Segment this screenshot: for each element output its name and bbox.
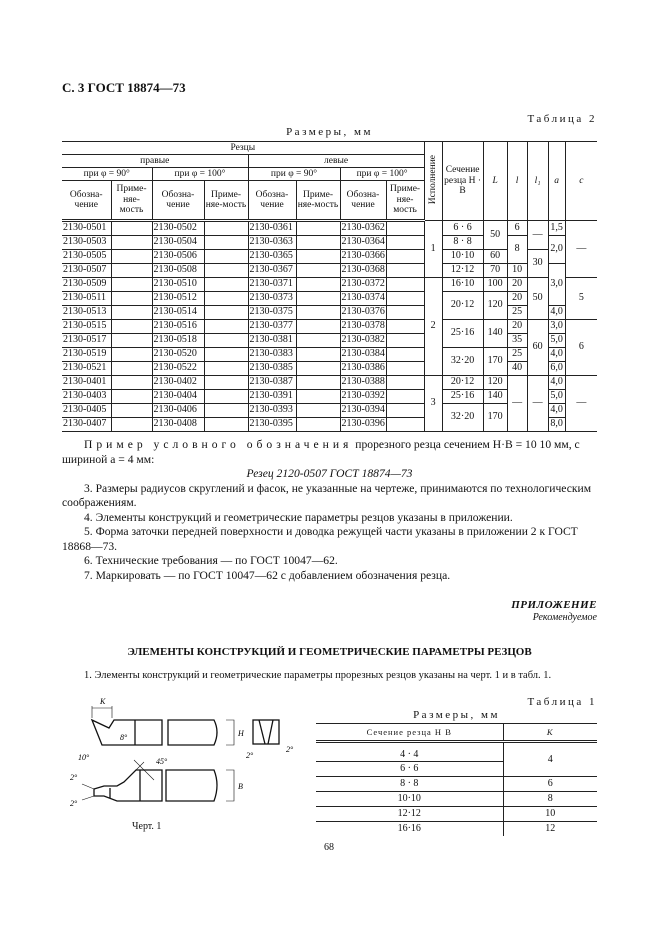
a-cell: 5,0 — [548, 390, 565, 404]
designation-cell: 2130-0374 — [340, 292, 386, 306]
designation-cell: 2130-0404 — [152, 390, 204, 404]
applicability-cell — [386, 404, 424, 418]
designation-cell: 2130-0391 — [248, 390, 296, 404]
header-a: a — [548, 142, 565, 221]
applicability-cell — [296, 376, 340, 390]
applicability-cell — [204, 348, 248, 362]
k-cell: 10 — [503, 807, 597, 822]
applicability-cell — [111, 404, 152, 418]
applicability-cell — [296, 306, 340, 320]
applicability-cell — [204, 390, 248, 404]
sec-cell: 32·20 — [442, 348, 483, 376]
table-row — [62, 236, 597, 250]
k-cell: 6 — [503, 777, 597, 792]
applicability-cell — [204, 292, 248, 306]
designation-cell: 2130-0509 — [62, 278, 111, 292]
designation-cell: 2130-0376 — [340, 306, 386, 320]
c-cell: — — [565, 376, 597, 432]
applicability-cell — [386, 376, 424, 390]
applicability-cell — [204, 376, 248, 390]
page-header: С. 3 ГОСТ 18874—73 — [62, 80, 186, 95]
designation-cell: 2130-0368 — [340, 264, 386, 278]
applicability-cell — [204, 362, 248, 376]
sec-cell: 10·10 — [442, 250, 483, 264]
table-row — [62, 376, 597, 390]
applicability-cell — [296, 390, 340, 404]
sec-cell: 12·12 — [442, 264, 483, 278]
designation-cell: 2130-0501 — [62, 221, 111, 236]
applicability-cell — [111, 292, 152, 306]
header-left: левые — [248, 155, 424, 168]
table2-caption: Таблица 2 — [527, 113, 597, 125]
sec-cell: 32·20 — [442, 404, 483, 432]
item-7: 7. Маркировать — по ГОСТ 10047—62 с добавлением обозначения резца. — [84, 568, 451, 582]
applicability-cell — [111, 334, 152, 348]
designation-cell: 2130-0403 — [62, 390, 111, 404]
applicability-cell — [296, 264, 340, 278]
applicability-cell — [296, 320, 340, 334]
table-row — [62, 348, 597, 362]
designation-cell: 2130-0502 — [152, 221, 204, 236]
applicability-cell — [111, 250, 152, 264]
header-L: L — [483, 142, 507, 221]
applicability-cell — [386, 250, 424, 264]
L-cell: 170 — [483, 404, 507, 432]
applicability-cell — [296, 404, 340, 418]
applicability-cell — [296, 362, 340, 376]
a-cell: 4,0 — [548, 404, 565, 418]
applicability-cell — [111, 390, 152, 404]
designation-cell: 2130-0517 — [62, 334, 111, 348]
example-code: Резец 2120-0507 ГОСТ 18874—73 — [246, 467, 413, 480]
table-row — [62, 334, 597, 348]
label-H: H — [238, 729, 244, 738]
item-4: 4. Элементы конструкций и геометрические параметры резцов указаны в приложении. — [84, 510, 513, 524]
a-cell: 4,0 — [548, 376, 565, 390]
example-text: прорезного резца сечением H·B = 10 10 мм, с шириной a = 4 мм: — [62, 438, 580, 466]
header-section: Сечение резца H B — [316, 724, 503, 742]
table1-block — [316, 688, 597, 836]
designation-cell: 2130-0522 — [152, 362, 204, 376]
a-cell: 4,0 — [548, 348, 565, 362]
header-designation: Обозна-чение — [62, 181, 111, 221]
applicability-cell — [111, 306, 152, 320]
designation-cell: 2130-0405 — [62, 404, 111, 418]
c-cell: 5 — [565, 278, 597, 320]
designation-cell: 2130-0381 — [248, 334, 296, 348]
a-cell: 2,0 — [548, 236, 565, 264]
appendix-title: ЭЛЕМЕНТЫ КОНСТРУКЦИЙ И ГЕОМЕТРИЧЕСКИЕ ПАРАМЕТРЫ РЕЗЦОВ — [127, 646, 532, 658]
section-cell: 10·10 — [316, 792, 503, 807]
label-angle10: 10° — [78, 753, 90, 762]
applicability-cell — [204, 264, 248, 278]
applicability-cell — [204, 221, 248, 236]
l-cell: 10 — [507, 264, 527, 278]
L-cell: 100 — [483, 278, 507, 292]
l-cell: 20 — [507, 278, 527, 292]
designation-cell: 2130-0406 — [152, 404, 204, 418]
header-phi90: при φ = 90° — [62, 168, 152, 181]
designation-cell: 2130-0521 — [62, 362, 111, 376]
designation-cell: 2130-0364 — [340, 236, 386, 250]
section-cell: 4 · 4 — [316, 742, 503, 762]
section-cell: 16·16 — [397, 823, 421, 834]
k-cell: 12 — [503, 822, 597, 837]
section-cell: 8 · 8 — [316, 777, 503, 792]
designation-cell: 2130-0519 — [62, 348, 111, 362]
designation-cell: 2130-0383 — [248, 348, 296, 362]
label-K: K — [100, 697, 106, 706]
designation-cell: 2130-0510 — [152, 278, 204, 292]
designation-cell: 2130-0386 — [340, 362, 386, 376]
designation-cell: 2130-0402 — [152, 376, 204, 390]
designation-cell: 2130-0375 — [248, 306, 296, 320]
label-B: B — [238, 782, 243, 791]
sec-cell: 6 · 6 — [442, 221, 483, 236]
l1-cell: — — [527, 376, 548, 432]
designation-cell: 2130-0378 — [340, 320, 386, 334]
designation-cell: 2130-0371 — [248, 278, 296, 292]
section-cell: 12·12 — [316, 807, 503, 822]
sec-cell: 16·10 — [442, 278, 483, 292]
label-angle2a: 2° — [246, 751, 254, 760]
header-designation: Обозна-чение — [248, 181, 296, 221]
table-row — [62, 362, 597, 376]
designation-cell: 2130-0385 — [248, 362, 296, 376]
sec-cell: 20·12 — [442, 292, 483, 320]
applicability-cell — [386, 292, 424, 306]
designation-cell: 2130-0518 — [152, 334, 204, 348]
designation-cell: 2130-0373 — [248, 292, 296, 306]
designation-cell: 2130-0393 — [248, 404, 296, 418]
isp-cell: 3 — [424, 376, 442, 432]
applicability-cell — [386, 418, 424, 432]
designation-cell: 2130-0506 — [152, 250, 204, 264]
header-designation: Обозна-чение — [152, 181, 204, 221]
applicability-cell — [296, 250, 340, 264]
applicability-cell — [111, 362, 152, 376]
item-3: 3. Размеры радиусов скруглений и фасок, не указанные на чертеже, принимаются по технологическим соображениям. — [62, 481, 592, 509]
applicability-cell — [386, 306, 424, 320]
designation-cell: 2130-0507 — [62, 264, 111, 278]
item-6: 6. Технические требования — по ГОСТ 10047—62. — [84, 554, 338, 567]
designation-cell: 2130-0387 — [248, 376, 296, 390]
applicability-cell — [386, 390, 424, 404]
table-row — [62, 264, 597, 278]
table1 — [316, 723, 597, 836]
designation-cell: 2130-0513 — [62, 306, 111, 320]
sec-cell: 25·16 — [442, 320, 483, 348]
header-l: l — [507, 142, 527, 221]
item-5: 5. Форма заточки передней поверхности и доводка режущей части указаны в приложении 2 к ГОСТ 18868—73. — [62, 525, 578, 553]
applicability-cell — [386, 362, 424, 376]
designation-cell: 2130-0365 — [248, 250, 296, 264]
a-cell: 1,5 — [548, 221, 565, 236]
isp-cell: 2 — [424, 278, 442, 376]
designation-cell: 2130-0396 — [340, 418, 386, 432]
appendix-paragraph: 1. Элементы конструкций и геометрические параметры прорезных резцов указаны на черт. 1 и в табл. 1. — [84, 670, 552, 681]
designation-cell: 2130-0508 — [152, 264, 204, 278]
label-angle2d: 2° — [70, 799, 78, 808]
header-k: K — [503, 724, 597, 742]
l1-cell: — — [527, 221, 548, 250]
applicability-cell — [296, 418, 340, 432]
applicability-cell — [386, 334, 424, 348]
designation-cell: 2130-0392 — [340, 390, 386, 404]
applicability-cell — [386, 221, 424, 236]
header-phi100: при φ = 100° — [152, 168, 248, 181]
l-cell: 40 — [507, 362, 527, 376]
header-right: правые — [62, 155, 248, 168]
table-row — [62, 320, 597, 334]
header-phi100: при φ = 100° — [340, 168, 424, 181]
applicability-cell — [111, 278, 152, 292]
applicability-cell — [111, 236, 152, 250]
designation-cell: 2130-0514 — [152, 306, 204, 320]
applicability-cell — [296, 334, 340, 348]
designation-cell: 2130-0516 — [152, 320, 204, 334]
figure — [62, 688, 312, 836]
table-row — [62, 306, 597, 320]
example-paragraph — [62, 438, 597, 583]
designation-cell: 2130-0505 — [62, 250, 111, 264]
designation-cell: 2130-0372 — [340, 278, 386, 292]
designation-cell: 2130-0407 — [62, 418, 111, 432]
table-row — [62, 221, 597, 236]
L-cell: 120 — [483, 292, 507, 320]
label-angle2b: 2° — [286, 745, 294, 754]
designation-cell: 2130-0503 — [62, 236, 111, 250]
a-cell: 6,0 — [548, 362, 565, 376]
sec-cell: 8 · 8 — [442, 236, 483, 250]
designation-cell: 2130-0363 — [248, 236, 296, 250]
L-cell: 60 — [483, 250, 507, 264]
designation-cell: 2130-0504 — [152, 236, 204, 250]
L-cell: 120 — [483, 376, 507, 390]
sec-cell: 25·16 — [442, 390, 483, 404]
L-cell: 70 — [483, 264, 507, 278]
table1-caption: Таблица 1 — [527, 696, 597, 708]
designation-cell: 2130-0394 — [340, 404, 386, 418]
c-cell: 6 — [565, 320, 597, 376]
applicability-cell — [386, 264, 424, 278]
label-angle8: 8° — [120, 733, 128, 742]
applicability-cell — [204, 278, 248, 292]
L-cell: 140 — [483, 320, 507, 348]
applicability-cell — [386, 348, 424, 362]
designation-cell: 2130-0512 — [152, 292, 204, 306]
designation-cell: 2130-0384 — [340, 348, 386, 362]
isp-cell: 1 — [424, 221, 442, 278]
applicability-cell — [204, 306, 248, 320]
header-applicability: Приме-няе-мость — [386, 181, 424, 221]
applicability-cell — [204, 334, 248, 348]
table2-units: Размеры, мм — [286, 126, 373, 138]
designation-cell: 2130-0388 — [340, 376, 386, 390]
applicability-cell — [296, 236, 340, 250]
drawing-caption: Черт. 1 — [132, 821, 162, 832]
designation-cell: 2130-0520 — [152, 348, 204, 362]
applicability-cell — [111, 376, 152, 390]
a-cell: 4,0 — [548, 306, 565, 320]
l1-cell: 50 — [527, 278, 548, 320]
designation-cell: 2130-0511 — [62, 292, 111, 306]
a-cell: 3,0 — [548, 320, 565, 334]
applicability-cell — [111, 320, 152, 334]
applicability-cell — [111, 264, 152, 278]
header-l1: l₁ — [527, 142, 548, 221]
example-label: Пример условного обозначения — [84, 438, 353, 451]
designation-cell: 2130-0366 — [340, 250, 386, 264]
table-row — [62, 278, 597, 292]
header-cutters: Резцы — [62, 142, 424, 155]
applicability-cell — [204, 250, 248, 264]
l-cell: 25 — [507, 348, 527, 362]
applicability-cell — [386, 278, 424, 292]
applicability-cell — [111, 418, 152, 432]
header-applicability: Приме-няе-мость — [204, 181, 248, 221]
c-cell: — — [565, 221, 597, 278]
designation-cell: 2130-0361 — [248, 221, 296, 236]
l-cell: 6 — [507, 221, 527, 236]
table2 — [62, 141, 597, 432]
designation-cell: 2130-0367 — [248, 264, 296, 278]
header-designation: Обозна-чение — [340, 181, 386, 221]
k-cell: 8 — [503, 792, 597, 807]
a-cell: 3,0 — [548, 264, 565, 306]
l1-cell: 30 — [527, 250, 548, 278]
l-cell: 35 — [507, 334, 527, 348]
designation-cell: 2130-0377 — [248, 320, 296, 334]
k-cell: 4 — [503, 742, 597, 777]
applicability-cell — [296, 292, 340, 306]
a-cell: 8,0 — [548, 418, 565, 432]
header-c: c — [565, 142, 597, 221]
l-cell: 8 — [507, 236, 527, 264]
designation-cell: 2130-0515 — [62, 320, 111, 334]
applicability-cell — [204, 236, 248, 250]
applicability-cell — [111, 348, 152, 362]
applicability-cell — [204, 418, 248, 432]
applicability-cell — [111, 221, 152, 236]
applicability-cell — [296, 348, 340, 362]
applicability-cell — [386, 236, 424, 250]
applicability-cell — [296, 221, 340, 236]
designation-cell: 2130-0395 — [248, 418, 296, 432]
table1-units: Размеры, мм — [413, 709, 500, 721]
applicability-cell — [296, 278, 340, 292]
L-cell: 170 — [483, 348, 507, 376]
designation-cell: 2130-0382 — [340, 334, 386, 348]
designation-cell: 2130-0408 — [152, 418, 204, 432]
header-phi90: при φ = 90° — [248, 168, 340, 181]
appendix-label: ПРИЛОЖЕНИЕ — [511, 599, 597, 611]
label-angle45: 45° — [156, 757, 168, 766]
l-cell: 20 — [507, 320, 527, 334]
applicability-cell — [386, 320, 424, 334]
header-section: Сечение резца H · B — [442, 142, 483, 221]
designation-cell: 2130-0362 — [340, 221, 386, 236]
label-angle2c: 2° — [70, 773, 78, 782]
l-cell: — — [507, 376, 527, 432]
a-cell: 5,0 — [548, 334, 565, 348]
L-cell: 50 — [483, 221, 507, 250]
drawing-cutter — [62, 688, 312, 812]
sec-cell: 20·12 — [442, 376, 483, 390]
table-row — [62, 292, 597, 306]
L-cell: 140 — [483, 390, 507, 404]
designation-cell: 2130-0401 — [62, 376, 111, 390]
l-cell: 20 — [507, 292, 527, 306]
figure-row — [62, 688, 597, 836]
appendix-status: Рекомендуемое — [532, 612, 597, 623]
header-applicability: Приме-няе-мость — [296, 181, 340, 221]
header-version: Исполнение — [424, 142, 442, 221]
applicability-cell — [204, 320, 248, 334]
page-number: 68 — [324, 842, 334, 853]
applicability-cell — [204, 404, 248, 418]
header-applicability: Приме-няе-мость — [111, 181, 152, 221]
l1-cell: 60 — [527, 320, 548, 376]
l-cell: 25 — [507, 306, 527, 320]
section-cell: 6 · 6 — [316, 762, 503, 777]
